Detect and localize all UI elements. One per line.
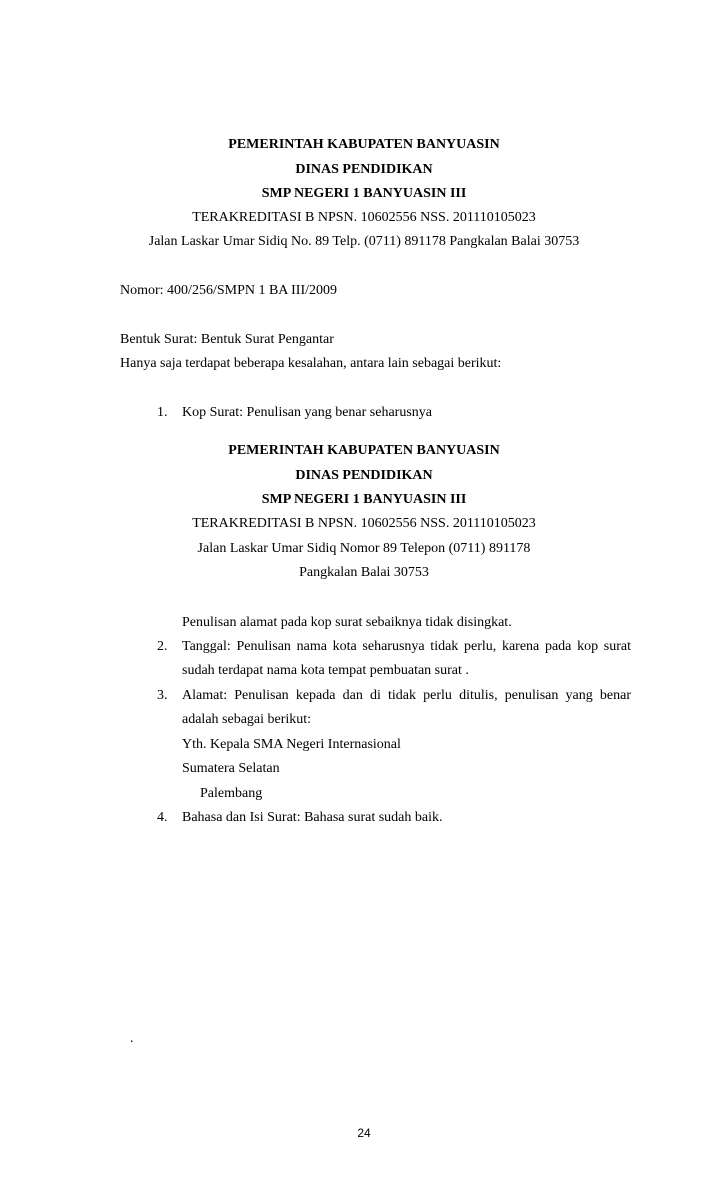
corrected-letterhead-line-1: PEMERINTAH KABUPATEN BANYUASIN	[228, 443, 500, 458]
stray-dot: .	[130, 1031, 134, 1046]
address-example-line-1: Yth. Kepala SMA Negeri Internasional	[182, 737, 401, 752]
letterhead-line-3: SMP NEGERI 1 BANYUASIN III	[261, 186, 467, 201]
item-3-number: 3.	[157, 688, 168, 703]
item-4-text: Bahasa dan Isi Surat: Bahasa surat sudah baik.	[182, 810, 443, 825]
item-3-line-1: Alamat: Penulisan kepada dan di tidak perlu ditulis, penulisan yang benar	[182, 688, 631, 703]
letter-number: Nomor: 400/256/SMPN 1 BA III/2009	[120, 283, 338, 298]
letterhead-line-2: DINAS PENDIDIKAN	[295, 162, 433, 177]
corrected-letterhead-line-6: Pangkalan Balai 30753	[299, 565, 429, 580]
item-2-line-2: sudah terdapat nama kota tempat pembuatan surat .	[182, 663, 469, 678]
item-2-line-1: Tanggal: Penulisan nama kota seharusnya tidak perlu, karena pada kop surat	[182, 639, 631, 654]
address-note: Penulisan alamat pada kop surat sebaiknya tidak disingkat.	[182, 615, 512, 630]
item-1-number: 1.	[157, 405, 168, 420]
address-example-line-2: Sumatera Selatan	[182, 761, 280, 776]
letterhead-line-1: PEMERINTAH KABUPATEN BANYUASIN	[228, 137, 500, 152]
letter-form: Bentuk Surat: Bentuk Surat Pengantar	[120, 332, 334, 347]
letterhead-line-5: Jalan Laskar Umar Sidiq No. 89 Telp. (0711) 891178 Pangkalan Balai 30753	[148, 234, 580, 249]
corrected-letterhead-line-4: TERAKREDITASI B NPSN. 10602556 NSS. 201110105023	[192, 516, 536, 531]
item-4-number: 4.	[157, 810, 168, 825]
corrected-letterhead-line-2: DINAS PENDIDIKAN	[295, 468, 433, 483]
item-1-text: Kop Surat: Penulisan yang benar seharusnya	[182, 405, 432, 420]
intro-text: Hanya saja terdapat beberapa kesalahan, antara lain sebagai berikut:	[120, 356, 502, 371]
address-example-line-3: Palembang	[200, 786, 263, 801]
item-2-number: 2.	[157, 639, 168, 654]
corrected-letterhead-line-3: SMP NEGERI 1 BANYUASIN III	[261, 492, 467, 507]
page-number: 24	[357, 1126, 371, 1140]
corrected-letterhead-line-5: Jalan Laskar Umar Sidiq Nomor 89 Telepon (0711) 891178	[197, 541, 531, 556]
item-3-line-2: adalah sebagai berikut:	[182, 712, 312, 727]
letterhead-line-4: TERAKREDITASI B NPSN. 10602556 NSS. 201110105023	[192, 210, 536, 225]
